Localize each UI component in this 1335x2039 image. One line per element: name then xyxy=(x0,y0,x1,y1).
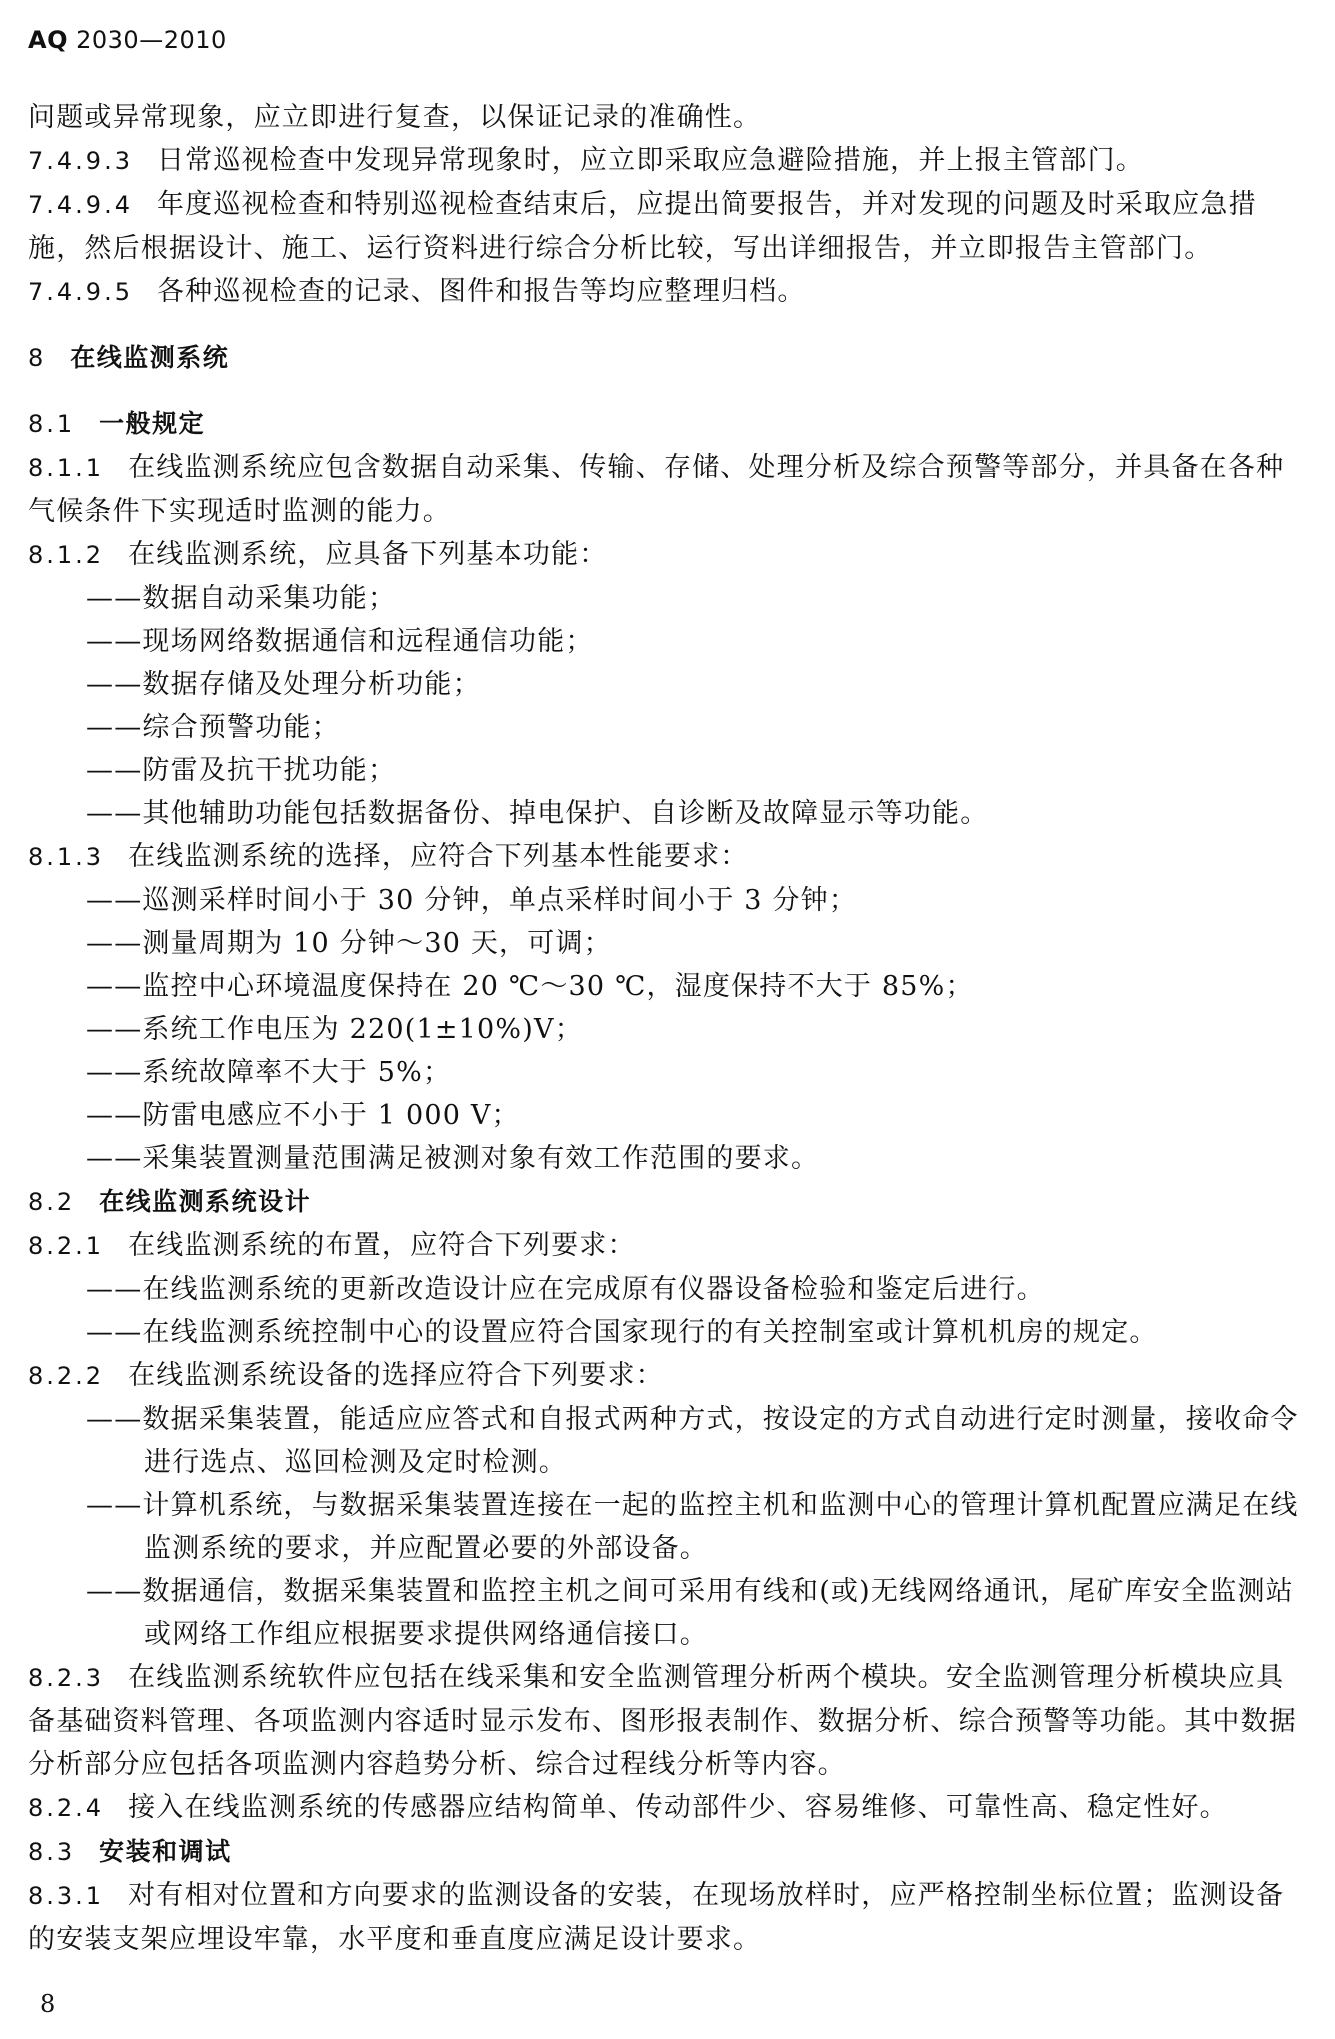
standard-code: AQ xyxy=(28,26,68,54)
clause-paragraph xyxy=(28,1656,1308,1786)
clause-number: 8.3 xyxy=(28,1838,76,1866)
clause-paragraph xyxy=(28,533,1308,577)
list-item: ——数据存储及处理分析功能； xyxy=(86,669,481,700)
heading-title: 在线监测系统设计 xyxy=(99,1187,312,1216)
clause-text: 接入在线监测系统的传感器应结构简单、传动部件少、容易维修、可靠性高、稳定性好。 xyxy=(128,1792,1228,1823)
list-item: ——现场网络数据通信和远程通信功能； xyxy=(86,626,594,657)
list-item: ——在线监测系统的更新改造设计应在完成原有仪器设备检验和鉴定后进行。 xyxy=(86,1274,1045,1305)
clause-text: 在线监测系统设备的选择应符合下列要求： xyxy=(128,1360,664,1391)
clause-paragraph xyxy=(28,139,1308,183)
list-item: ——数据自动采集功能； xyxy=(86,583,397,614)
heading-title: 安装和调试 xyxy=(99,1837,232,1866)
clause-paragraph xyxy=(28,1224,1308,1268)
clause-number: 8.2 xyxy=(28,1188,76,1216)
clause-number: 8 xyxy=(28,344,47,372)
list-item: ——数据通信，数据采集装置和监控主机之间可采用有线和(或)无线网络通讯，尾矿库安全监测站或网络工作组应根据要求提供网络通信接口。 xyxy=(86,1576,1294,1650)
clause-number: 8.1 xyxy=(28,410,76,438)
clause-number: 8.2.3 xyxy=(28,1664,105,1692)
subsection-heading xyxy=(28,1830,1308,1874)
clause-text: 在线监测系统的布置，应符合下列要求： xyxy=(128,1230,636,1261)
subsection-heading xyxy=(28,1180,1308,1224)
list-item: ——计算机系统，与数据采集装置连接在一起的监控主机和监测中心的管理计算机配置应满足在线监测系统的要求，并应配置必要的外部设备。 xyxy=(86,1490,1299,1564)
page-number: 8 xyxy=(40,1990,56,2018)
clause-text: 日常巡视检查中发现异常现象时，应立即采取应急避险措施，并上报主管部门。 xyxy=(156,145,1144,176)
list-item: ——采集装置测量范围满足被测对象有效工作范围的要求。 xyxy=(86,1143,820,1174)
clause-paragraph xyxy=(28,1874,1308,1961)
page-header xyxy=(28,26,227,54)
clause-text: 在线监测系统应包含数据自动采集、传输、存储、处理分析及综合预警等部分，并具备在各种气候条件下实现适时监测的能力。 xyxy=(28,452,1285,527)
paragraph-continuation: 问题或异常现象，应立即进行复查，以保证记录的准确性。 xyxy=(28,102,762,133)
clause-number: 8.2.1 xyxy=(28,1232,105,1260)
clause-number: 8.3.1 xyxy=(28,1882,105,1910)
standard-number: 2030—2010 xyxy=(76,26,227,54)
subsection-heading xyxy=(28,402,1308,446)
list-item: ——其他辅助功能包括数据备份、掉电保护、自诊断及故障显示等功能。 xyxy=(86,798,989,829)
list-item: ——巡测采样时间小于 30 分钟，单点采样时间小于 3 分钟； xyxy=(86,885,858,916)
list-item: ——监控中心环境温度保持在 20 ℃～30 ℃，湿度保持不大于 85%； xyxy=(86,971,974,1002)
clause-number: 7.4.9.3 xyxy=(28,147,133,175)
document-body xyxy=(28,96,1308,1961)
clause-number: 7.4.9.5 xyxy=(28,278,133,306)
clause-text: 在线监测系统，应具备下列基本功能： xyxy=(128,539,608,570)
heading-title: 一般规定 xyxy=(99,409,206,438)
clause-number: 8.2.2 xyxy=(28,1362,105,1390)
clause-paragraph xyxy=(28,446,1308,533)
clause-number: 8.2.4 xyxy=(28,1794,105,1822)
clause-text: 在线监测系统软件应包括在线采集和安全监测管理分析两个模块。安全监测管理分析模块应具备基础资料管理、各项监测内容适时显示发布、图形报表制作、数据分析、综合预警等功能。其中数据分析部分应包括各项监测内容趋势分析、综合过程线分析等内容。 xyxy=(28,1662,1297,1780)
section-heading xyxy=(28,336,1308,380)
list-item: ——防雷电感应不小于 1 000 V； xyxy=(86,1100,520,1131)
list-item: ——在线监测系统控制中心的设置应符合国家现行的有关控制室或计算机机房的规定。 xyxy=(86,1317,1158,1348)
list-item: ——测量周期为 10 分钟～30 天，可调； xyxy=(86,928,612,959)
list-item: ——数据采集装置，能适应应答式和自报式两种方式，按设定的方式自动进行定时测量，接收命令进行选点、巡回检测及定时检测。 xyxy=(86,1404,1299,1478)
clause-paragraph xyxy=(28,270,1308,314)
clause-text: 各种巡视检查的记录、图件和报告等均应整理归档。 xyxy=(156,276,806,307)
clause-paragraph xyxy=(28,1786,1308,1830)
clause-number: 8.1.2 xyxy=(28,541,105,569)
list-item: ——防雷及抗干扰功能； xyxy=(86,755,397,786)
clause-text: 在线监测系统的选择，应符合下列基本性能要求： xyxy=(128,841,749,872)
clause-paragraph xyxy=(28,835,1308,879)
list-item: ——综合预警功能； xyxy=(86,712,340,743)
clause-paragraph xyxy=(28,183,1308,270)
clause-number: 8.1.3 xyxy=(28,843,105,871)
heading-title: 在线监测系统 xyxy=(70,343,230,372)
list-item: ——系统工作电压为 220(1±10%)V； xyxy=(86,1014,583,1045)
clause-number: 8.1.1 xyxy=(28,454,105,482)
list-item: ——系统故障率不大于 5%； xyxy=(86,1057,452,1088)
clause-text: 对有相对位置和方向要求的监测设备的安装，在现场放样时，应严格控制坐标位置；监测设备的安装支架应埋设牢靠，水平度和垂直度应满足设计要求。 xyxy=(28,1880,1285,1955)
clause-text: 年度巡视检查和特别巡视检查结束后，应提出简要报告，并对发现的问题及时采取应急措施，然后根据设计、施工、运行资料进行综合分析比较，写出详细报告，并立即报告主管部门。 xyxy=(28,189,1257,264)
clause-number: 7.4.9.4 xyxy=(28,191,133,219)
clause-paragraph xyxy=(28,1354,1308,1398)
